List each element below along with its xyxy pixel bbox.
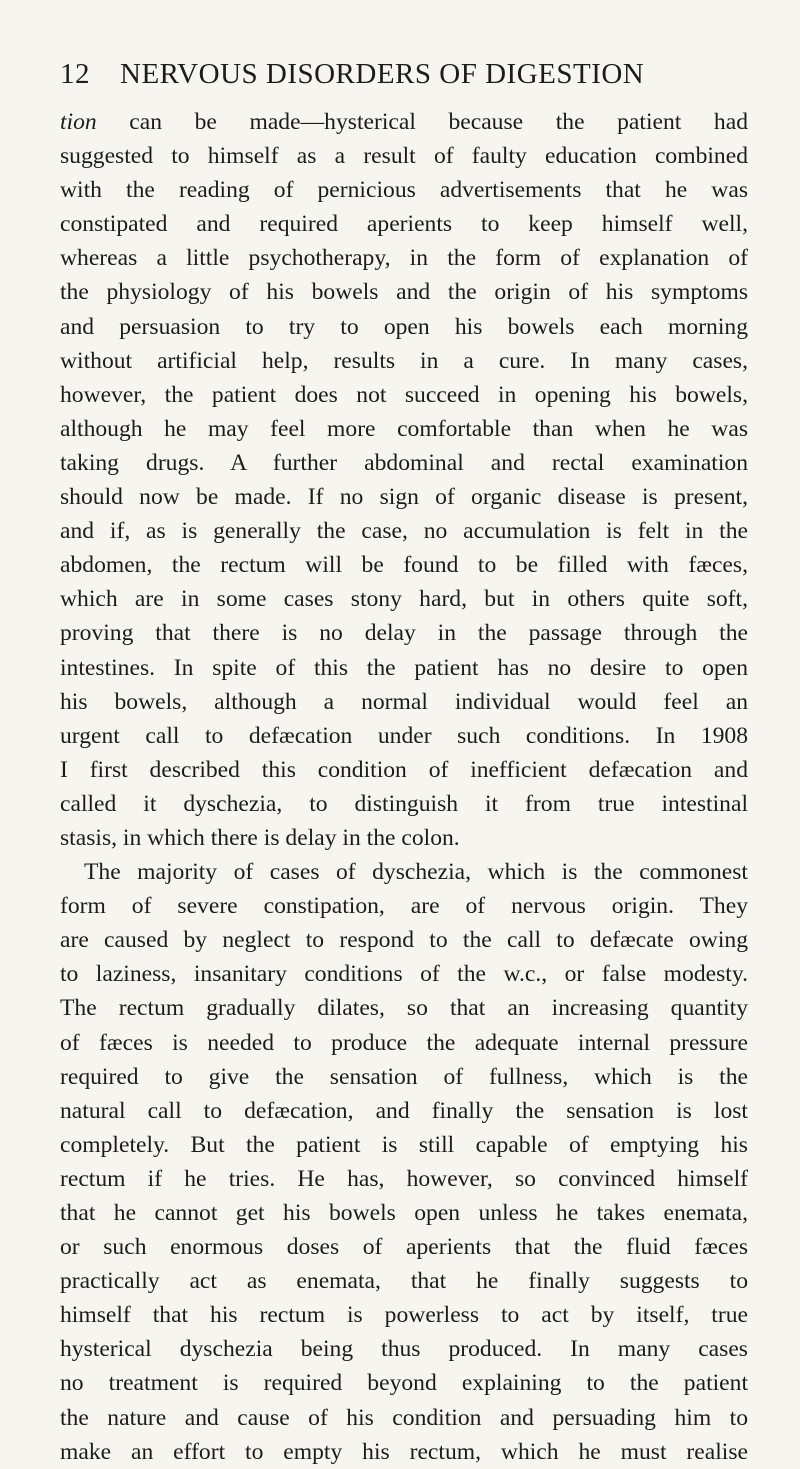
text-line: are caused by neglect to respond to the call to defæcate owing: [60, 927, 748, 954]
running-title: NERVOUS DISORDERS OF DIGESTION: [120, 58, 645, 90]
text-line: and persuasion to try to open his bowels each morning: [60, 313, 748, 340]
text-line-content: can be made—hysterical because the patient had: [96, 109, 748, 135]
text-line: the physiology of his bowels and the origin of his symptoms: [60, 279, 748, 306]
text-line: the nature and cause of his condition and persuading him to: [60, 1404, 748, 1431]
text-line: make an effort to empty his rectum, which he must realise: [60, 1438, 748, 1465]
text-line: proving that there is no delay in the passage through the: [60, 620, 748, 647]
text-line: without artificial help, results in a cure. In many cases,: [60, 347, 748, 374]
text-line: intestines. In spite of this the patient has no desire to open: [60, 654, 748, 681]
text-line: practically act as enemata, that he finally suggests to: [60, 1268, 748, 1295]
text-line: although he may feel more comfortable than when he was: [60, 415, 748, 442]
text-line: required to give the sensation of fullness, which is the: [60, 1063, 748, 1090]
text-line: natural call to defæcation, and finally the sensation is lost: [60, 1097, 748, 1124]
text-line: urgent call to defæcation under such conditions. In 1908: [60, 722, 748, 749]
text-line: rectum if he tries. He has, however, so convinced himself: [60, 1165, 748, 1192]
body-text: [60, 105, 748, 1469]
text-line: with the reading of pernicious advertisements that he was: [60, 177, 748, 204]
text-line: hysterical dyschezia being thus produced. In many cases: [60, 1336, 748, 1363]
page-number: 12: [60, 58, 90, 90]
text-line: his bowels, although a normal individual would feel an: [60, 688, 748, 715]
text-line: that he cannot get his bowels open unless he takes enemata,: [60, 1200, 748, 1226]
text-line: form of severe constipation, are of nervous origin. They: [60, 893, 748, 920]
text-line: completely. But the patient is still capable of emptying his: [60, 1131, 748, 1158]
paragraph-end-line: stasis, in which there is delay in the colon.: [60, 824, 460, 851]
text-line: himself that his rectum is powerless to act by itself, true: [60, 1302, 748, 1329]
paragraph-start-line: The majority of cases of dyschezia, which is the commonest: [84, 859, 748, 886]
text-line: suggested to himself as a result of faulty education combined: [60, 143, 748, 170]
text-line: I first described this condition of inefficient defæcation and: [60, 756, 748, 783]
text-line: whereas a little psychotherapy, in the form of explanation of: [60, 245, 748, 272]
running-header: [60, 58, 680, 98]
text-line: which are in some cases stony hard, but in others quite soft,: [60, 586, 748, 613]
text-line: and if, as is generally the case, no accumulation is felt in the: [60, 518, 748, 545]
text-line: taking drugs. A further abdominal and rectal examination: [60, 449, 748, 476]
text-line: to laziness, insanitary conditions of the w.c., or false modesty.: [60, 961, 748, 988]
text-line: no treatment is required beyond explaining to the patient: [60, 1370, 748, 1397]
continued-word: tion: [60, 109, 97, 135]
text-line: of fæces is needed to produce the adequate internal pressure: [60, 1029, 748, 1056]
text-line: abdomen, the rectum will be found to be filled with fæces,: [60, 552, 748, 579]
text-line: constipated and required aperients to keep himself well,: [60, 211, 748, 238]
text-line: however, the patient does not succeed in opening his bowels,: [60, 381, 748, 408]
text-line: should now be made. If no sign of organic disease is present,: [60, 484, 748, 511]
text-line: called it dyschezia, to distinguish it from true intestinal: [60, 790, 748, 817]
text-line: [60, 105, 748, 139]
text-line: or such enormous doses of aperients that the fluid fæces: [60, 1234, 748, 1261]
text-line: The rectum gradually dilates, so that an increasing quantity: [60, 995, 748, 1022]
